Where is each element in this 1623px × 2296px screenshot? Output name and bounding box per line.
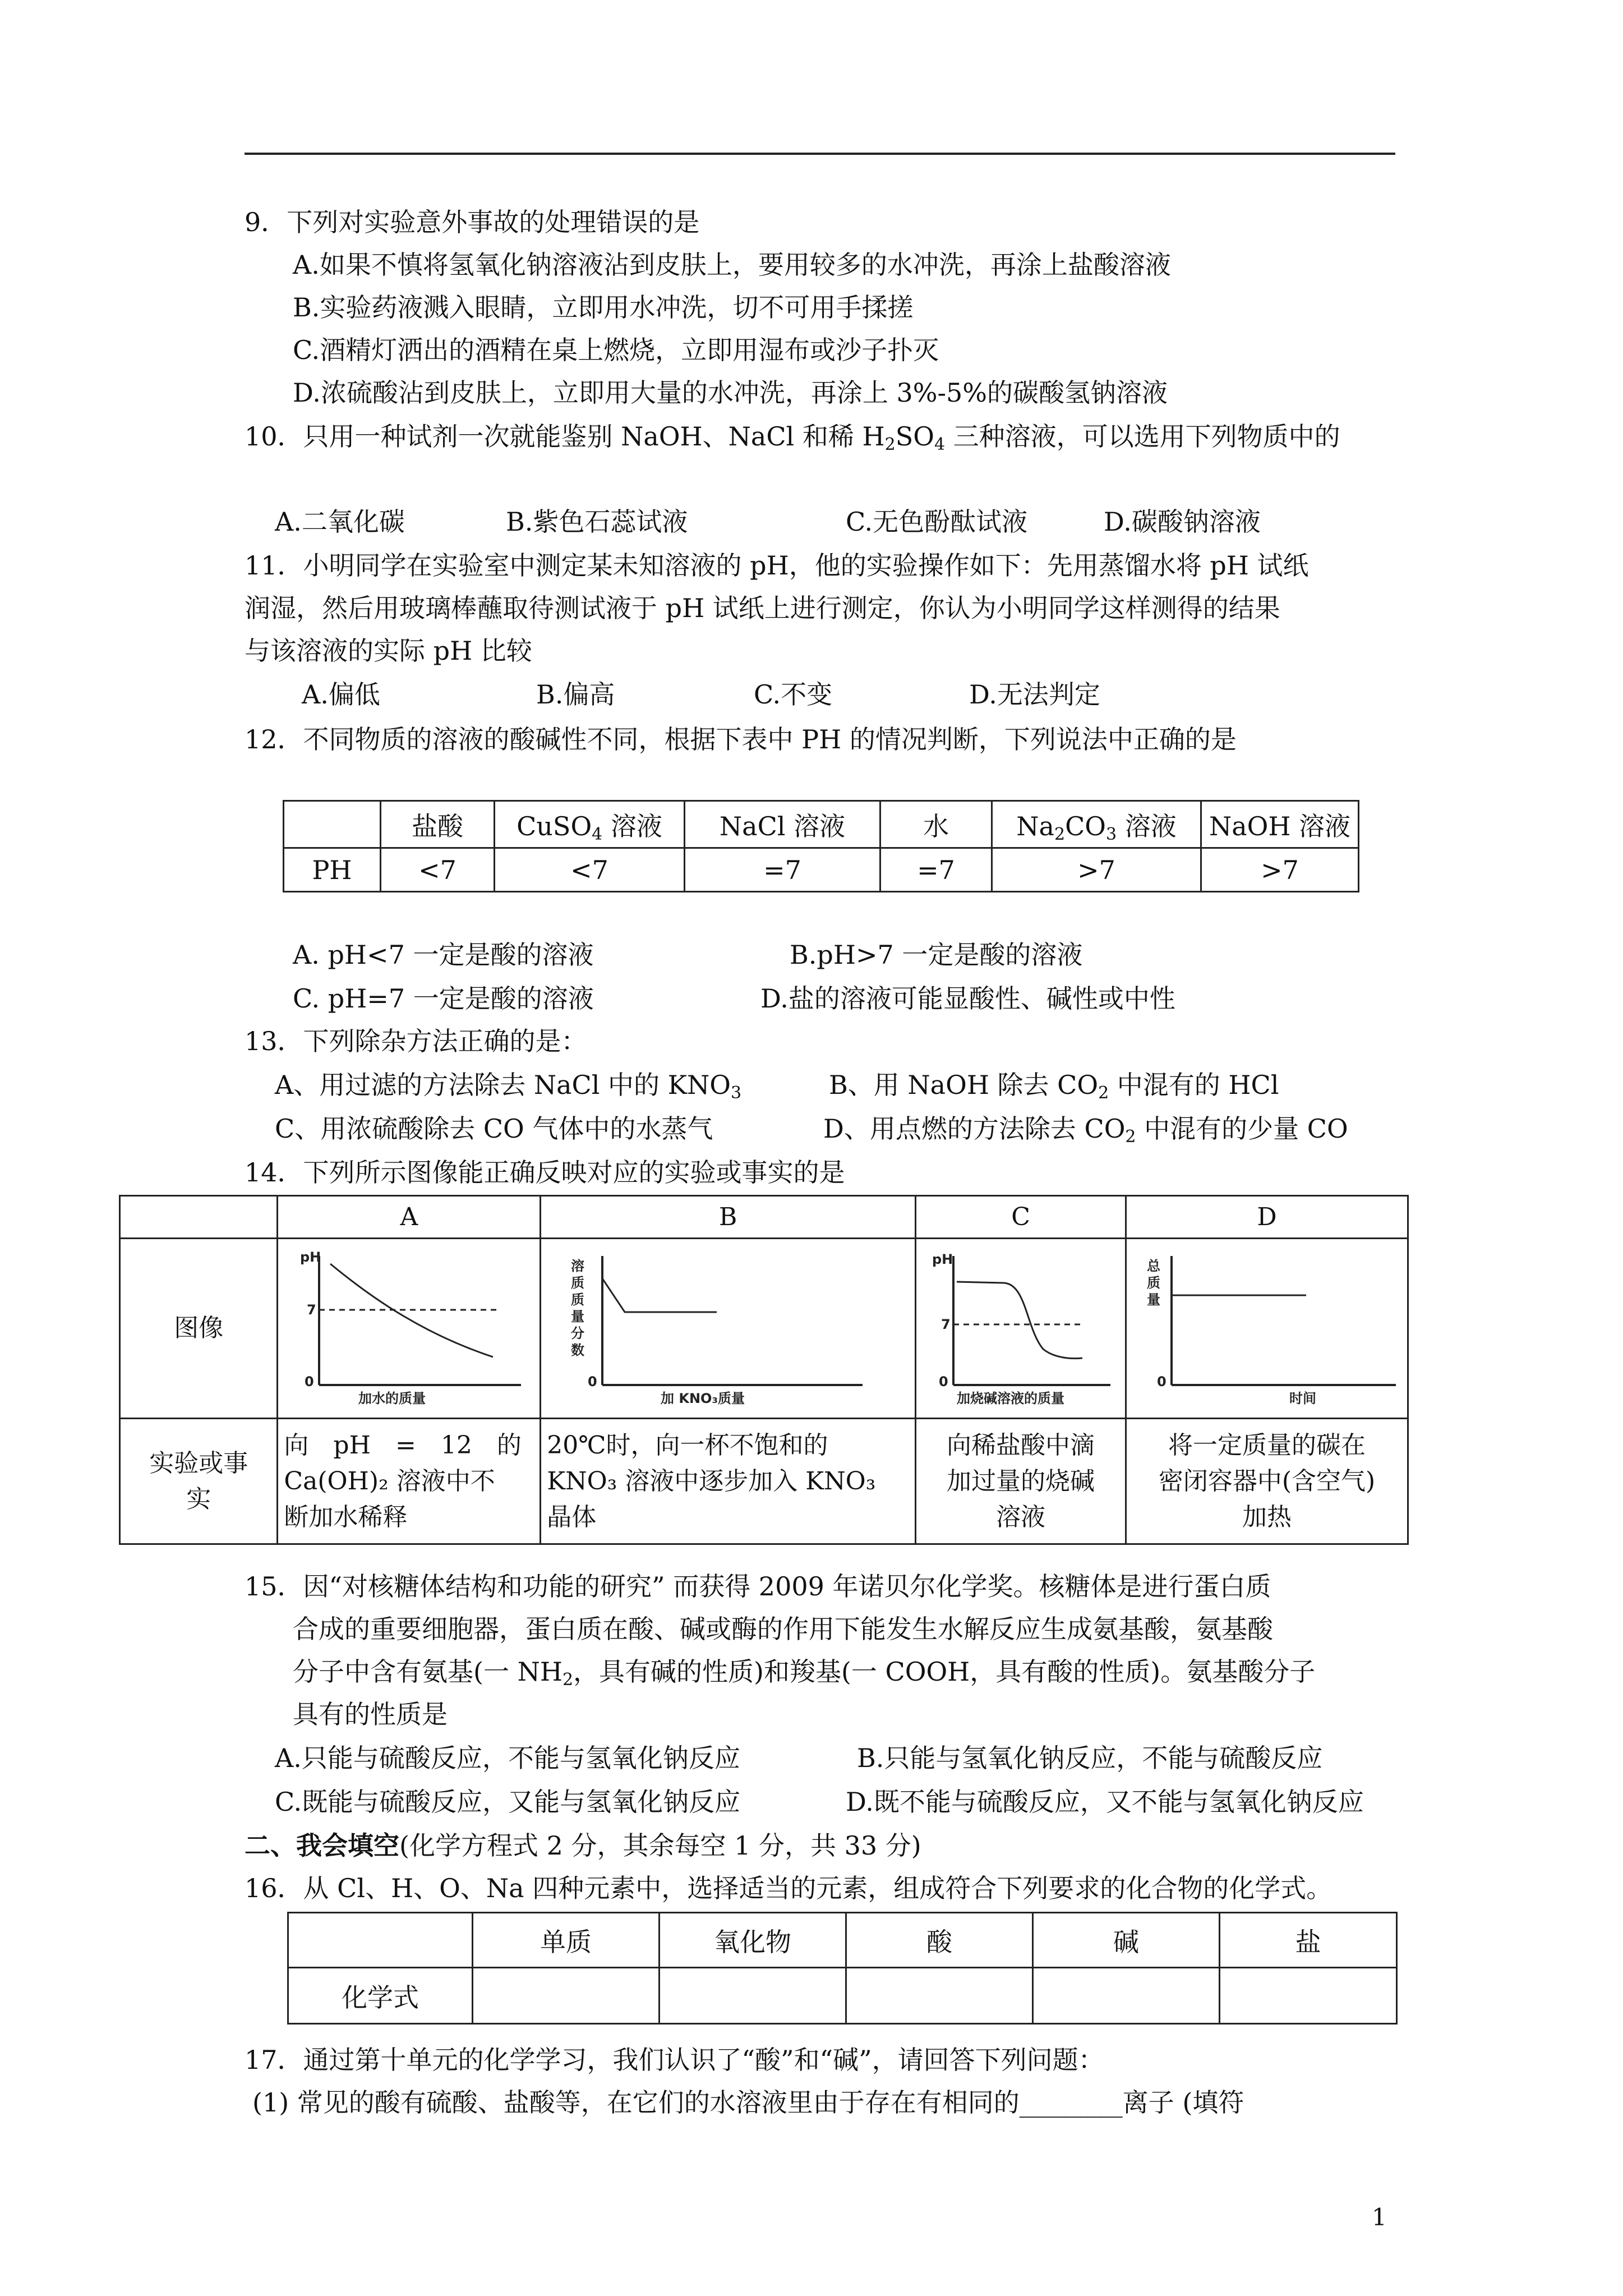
col-b: B (541, 1196, 916, 1239)
q12-option-a: A. pH<7 一定是酸的溶液 (293, 940, 594, 970)
svg-text:量: 量 (571, 1309, 585, 1324)
q15-line3: 分子中含有氨基(一 $NH_2$，具有碱的性质)和羧基(一 COOH，具有酸的性质)。氨基酸分子 (293, 1657, 1316, 1690)
q11-option-a: A.偏低 (302, 679, 380, 710)
q12-option-d: D.盐的溶液可能显酸性、碱性或中性 (760, 983, 1175, 1014)
q15-option-c: C.既能与硫酸反应，又能与氢氧化钠反应 (275, 1787, 741, 1817)
exp-d: 将一定质量的碳在 密闭容器中(含空气) 加热 (1126, 1419, 1408, 1544)
q11-option-d: D.无法判定 (969, 679, 1100, 710)
page-number: 1 (1372, 2203, 1387, 2231)
graph-a-y-label: pH (300, 1249, 321, 1265)
row-label-ph: PH (284, 848, 381, 892)
q16-table (287, 1912, 1398, 2024)
answer-cell-salt[interactable] (1220, 1968, 1397, 2024)
graph-a (285, 1239, 532, 1407)
q12-option-c: C. pH=7 一定是酸的溶液 (293, 983, 594, 1014)
q15-line1: 15．因“对核糖体结构和功能的研究” 而获得 2009 年诺贝尔化学奖。核糖体是进行蛋白质 (245, 1571, 1271, 1602)
q15-line2: 合成的重要细胞器，蛋白质在酸、碱或酶的作用下能发生水解反应生成氨基酸，氨基酸 (293, 1614, 1273, 1644)
svg-text:总: 总 (1147, 1258, 1160, 1274)
row-label-experiment: 实验或事 实 (120, 1419, 278, 1544)
q17-stem: 17．通过第十单元的化学学习，我们认识了“酸”和“碱”，请回答下列问题： (245, 2045, 1104, 2075)
exp-b: 20℃时，向一杯不饱和的 KNO₃ 溶液中逐步加入 KNO₃ 晶体 (541, 1419, 916, 1544)
q9-option-c: C.酒精灯洒出的酒精在桌上燃烧，立即用湿布或沙子扑灭 (293, 335, 939, 365)
ph-value: >7 (992, 848, 1201, 892)
q13-option-b: B、用 NaOH 除去 $CO_2$ 中混有的 HCl (829, 1070, 1279, 1103)
q10-stem: 10．只用一种试剂一次就能鉴别 NaOH、NaCl 和稀 $H_2SO_4$ 三种溶液，可以选用下列物质中的 (245, 421, 1340, 454)
svg-text:数: 数 (571, 1342, 585, 1358)
svg-text:量: 量 (1147, 1292, 1160, 1308)
header-nacl: NaCl 溶液 (685, 801, 880, 848)
q12-stem: 12．不同物质的溶液的酸碱性不同，根据下表中 PH 的情况判断，下列说法中正确的是 (245, 724, 1237, 754)
graph-a-seven: 7 (307, 1302, 317, 1318)
header-salt: 盐 (1220, 1913, 1397, 1968)
graph-d-zero: 0 (1157, 1374, 1166, 1389)
q9-option-a: A.如果不慎将氢氧化钠溶液沾到皮肤上，要用较多的水冲洗，再涂上盐酸溶液 (293, 250, 1171, 280)
header-cuso4: CuSO$_4$ 溶液 (495, 801, 685, 848)
answer-cell-oxide[interactable] (660, 1968, 846, 2024)
col-d: D (1126, 1196, 1408, 1239)
q10-option-d: D.碳酸钠溶液 (1104, 507, 1261, 537)
header-hcl: 盐酸 (381, 801, 495, 848)
q17-part1: (1) 常见的酸有硫酸、盐酸等，在它们的水溶液里由于存在有相同的________离子 (填符 (252, 2087, 1244, 2118)
graph-c-x-label: 加烧碱溶液的质量 (957, 1391, 1065, 1406)
q14-table (119, 1195, 1409, 1545)
section2-heading: 二、我会填空(化学方程式 2 分，其余每空 1 分，共 33 分) (245, 1830, 921, 1861)
answer-cell-acid[interactable] (846, 1968, 1033, 2024)
header-na2co3: $Na_2CO_3$ 溶液 (992, 801, 1201, 848)
q11-option-b: B.偏高 (536, 679, 615, 710)
q12-ph-table (283, 800, 1359, 892)
q17-blank[interactable]: ________ (1019, 2087, 1123, 2118)
exp-c: 向稀盐酸中滴 加过量的烧碱 溶液 (916, 1419, 1126, 1544)
graph-a-x-label: 加水的质量 (358, 1391, 426, 1406)
q15-line4: 具有的性质是 (293, 1699, 448, 1729)
q11-line2: 润湿，然后用玻璃棒蘸取待测试液于 pH 试纸上进行测定，你认为小明同学这样测得的结果 (245, 593, 1280, 623)
graph-b-cell (541, 1239, 916, 1419)
graph-b-x-label: 加 KNO₃质量 (661, 1391, 745, 1406)
q11-line3: 与该溶液的实际 pH 比较 (245, 636, 532, 666)
header-naoh: NaOH 溶液 (1201, 801, 1359, 848)
graph-c-seven: 7 (941, 1317, 951, 1332)
header-element: 单质 (473, 1913, 660, 1968)
q10-option-c: C.无色酚酞试液 (846, 507, 1028, 537)
header-water: 水 (880, 801, 992, 848)
graph-a-cell (278, 1239, 541, 1419)
q13-stem: 13．下列除杂方法正确的是： (245, 1026, 587, 1056)
answer-cell-element[interactable] (473, 1968, 660, 2024)
graph-b (548, 1239, 907, 1407)
q13-option-d: D、用点燃的方法除去 $CO_2$ 中混有的少量 CO (823, 1114, 1348, 1147)
q9-option-d: D.浓硫酸沾到皮肤上，立即用大量的水冲洗，再涂上 3%-5%的碳酸氢钠溶液 (293, 378, 1168, 408)
graph-d (1127, 1239, 1407, 1407)
graph-c-zero: 0 (939, 1374, 948, 1389)
ph-value: <7 (381, 848, 495, 892)
graph-c-y-label: pH (932, 1251, 953, 1267)
exp-a: 向 pH = 12 的 Ca(OH)₂ 溶液中不 断加水稀释 (278, 1419, 541, 1544)
q13-option-c: C、用浓硫酸除去 CO 气体中的水蒸气 (275, 1114, 713, 1144)
q11-line1: 11．小明同学在实验室中测定某未知溶液的 pH，他的实验操作如下：先用蒸馏水将 pH 试纸 (245, 550, 1309, 581)
svg-text:质: 质 (571, 1275, 585, 1291)
graph-c-cell (916, 1239, 1126, 1419)
q16-stem: 16．从 Cl、H、O、Na 四种元素中，选择适当的元素，组成符合下列要求的化合物的化学式。 (245, 1873, 1332, 1903)
q12-option-b: B.pH>7 一定是酸的溶液 (790, 940, 1083, 970)
header-oxide: 氧化物 (660, 1913, 846, 1968)
ph-value: =7 (880, 848, 992, 892)
q10-option-b: B.紫色石蕊试液 (506, 507, 688, 537)
ph-value: <7 (495, 848, 685, 892)
ph-value: >7 (1201, 848, 1359, 892)
header-base: 碱 (1033, 1913, 1220, 1968)
q9-option-b: B.实验药液溅入眼睛，立即用水冲洗，切不可用手揉搓 (293, 292, 914, 323)
graph-a-zero: 0 (305, 1374, 315, 1389)
graph-c (920, 1239, 1122, 1407)
ph-value: =7 (685, 848, 880, 892)
graph-b-zero: 0 (588, 1374, 597, 1389)
q15-option-b: B.只能与氢氧化钠反应，不能与硫酸反应 (857, 1743, 1323, 1773)
q11-option-c: C.不变 (754, 679, 833, 710)
answer-cell-base[interactable] (1033, 1968, 1220, 2024)
svg-text:分: 分 (571, 1326, 585, 1341)
graph-d-cell (1126, 1239, 1408, 1419)
q14-stem: 14．下列所示图像能正确反映对应的实验或事实的是 (245, 1157, 845, 1188)
col-a: A (278, 1196, 541, 1239)
q9-stem: 9．下列对实验意外事故的处理错误的是 (245, 207, 700, 237)
graph-d-x-label: 时间 (1289, 1391, 1316, 1406)
svg-text:质: 质 (1147, 1275, 1160, 1291)
q15-option-a: A.只能与硫酸反应，不能与氢氧化钠反应 (275, 1743, 740, 1773)
row-label-image: 图像 (120, 1239, 278, 1419)
row-label-formula: 化学式 (288, 1968, 473, 2024)
col-c: C (916, 1196, 1126, 1239)
q13-option-a: A、用过滤的方法除去 NaCl 中的 $KNO_3$ (275, 1070, 742, 1103)
q10-option-a: A.二氧化碳 (275, 507, 405, 537)
svg-text:溶: 溶 (571, 1258, 585, 1274)
q15-option-d: D.既不能与硫酸反应，又不能与氢氧化钠反应 (846, 1787, 1364, 1817)
header-rule (245, 153, 1395, 155)
svg-text:质: 质 (571, 1292, 585, 1308)
header-acid: 酸 (846, 1913, 1033, 1968)
